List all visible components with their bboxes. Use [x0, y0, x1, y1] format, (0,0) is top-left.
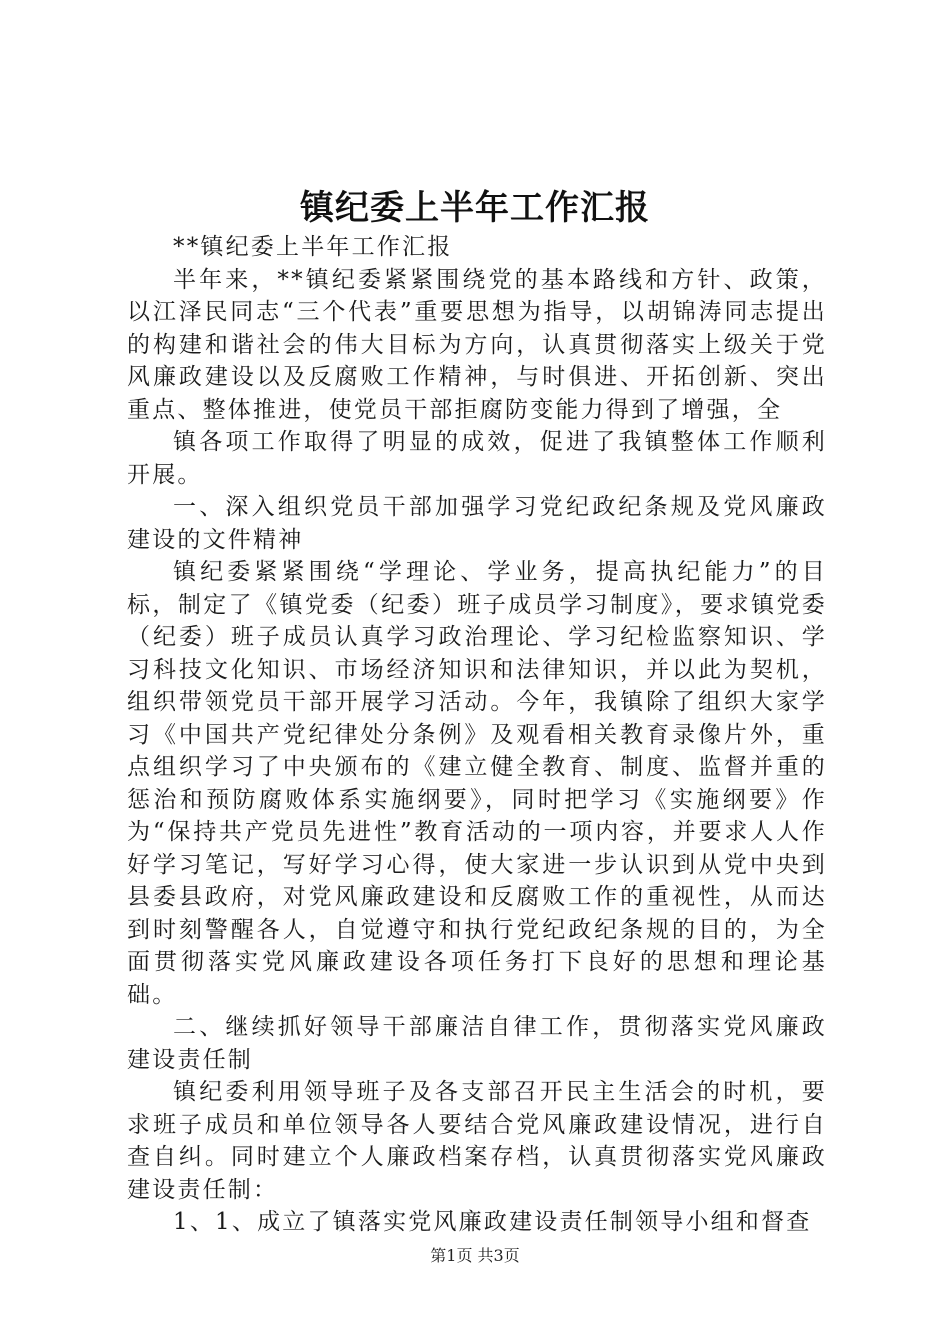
body-paragraph: 镇各项工作取得了明显的成效，促进了我镇整体工作顺利开展。 — [127, 429, 827, 488]
body-paragraph: 镇纪委利用领导班子及各支部召开民主生活会的时机，要求班子成员和单位领导各人要结合党风廉政建设情况，进行自查自纠。同时建立个人廉政档案存档，认真贯彻落实党风廉政建设责任制： — [127, 1079, 827, 1203]
document-title: 镇纪委上半年工作汇报 — [300, 188, 650, 228]
body-paragraph: 半年来，**镇纪委紧紧围绕党的基本路线和方针、政策，以江泽民同志“三个代表”重要思想为指导，以胡锦涛同志提出的构建和谐社会的伟大目标为方向，认真贯彻落实上级关于党风廉政建设以及反腐败工作精神，与时俱进、开拓创新、突出重点、整体推进，使党员干部拒腐防变能力得到了增强，全 — [127, 266, 827, 423]
section-heading: 一、深入组织党员干部加强学习党纪政纪条规及党风廉政建设的文件精神 — [127, 494, 827, 553]
subtitle-paragraph: **镇纪委上半年工作汇报 — [173, 234, 453, 260]
document-body — [127, 231, 827, 1239]
section-heading: 二、继续抓好领导干部廉洁自律工作，贯彻落实党风廉政建设责任制 — [127, 1014, 827, 1073]
page-footer: 第1页 共3页 — [430, 1246, 520, 1265]
body-paragraph: 镇纪委紧紧围绕“学理论、学业务，提高执纪能力”的目标，制定了《镇党委（纪委）班子成员学习制度》，要求镇党委（纪委）班子成员认真学习政治理论、学习纪检监察知识、学习科技文化知识、市场经济知识和法律知识，并以此为契机，组织带领党员干部开展学习活动。今年，我镇除了组织大家学习《中国共产党纪律处分条例》及观看相关教育录像片外，重点组织学习了中央颁布的《建立健全教育、制度、监督并重的惩治和预防腐败体系实施纲要》，同时把学习《实施纲要》作为“保持共产党员先进性”教育活动的一项内容，并要求人人作好学习笔记，写好学习心得，使大家进一步认识到从党中央到县委县政府，对党风廉政建设和反腐败工作的重视性，从而达到时刻警醒各人，自觉遵守和执行党纪政纪条规的目的，为全面贯彻落实党风廉政建设各项任务打下良好的思想和理论基础。 — [127, 559, 827, 1008]
list-item: 1、1、成立了镇落实党风廉政建设责任制领导小组和督查 — [173, 1209, 812, 1235]
